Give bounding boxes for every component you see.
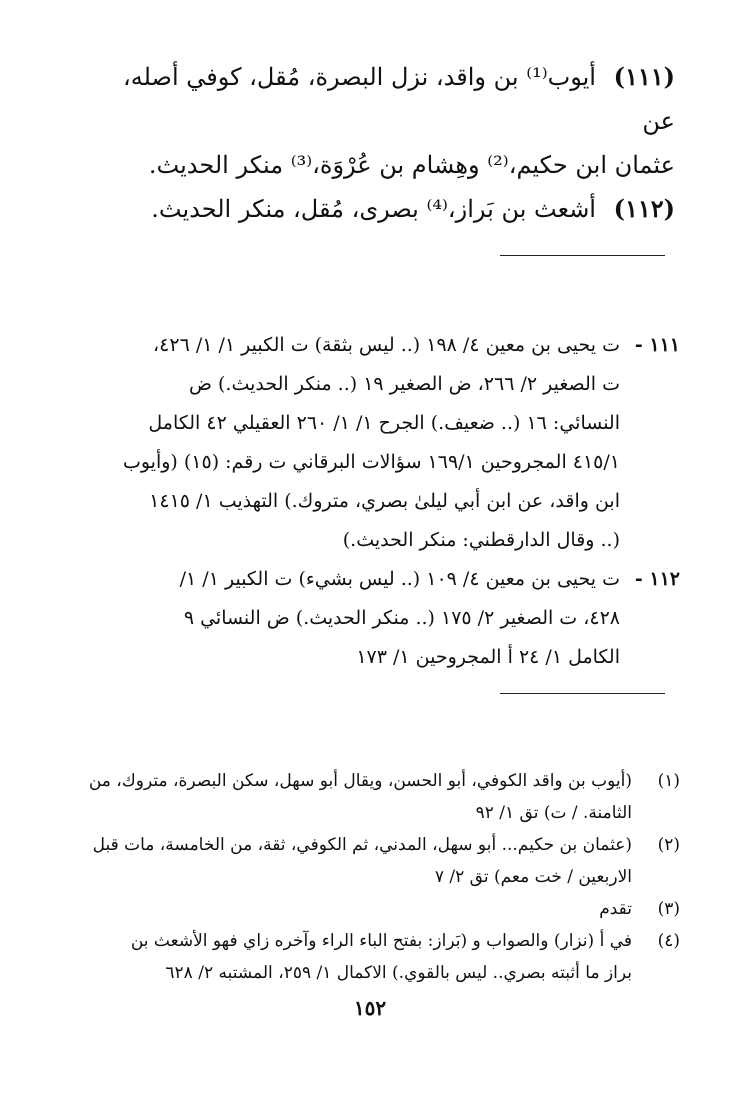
footnotes-section xyxy=(88,765,680,989)
footnote-divider xyxy=(500,693,665,694)
footnote-line: الثامنة. / ت) تق ١/ ٩٢ xyxy=(475,803,632,823)
entry-line: أيوب⁽¹⁾ بن واقد، نزل البصرة، مُقل، كوفي أصله، عن xyxy=(123,63,675,135)
reference-text xyxy=(100,560,620,677)
reference-line: ٤٢٨، ت الصغير ٢/ ١٧٥ (.. منكر الحديث.) ض النسائي ٩ xyxy=(183,607,620,629)
footnote-line: (عثمان بن حكيم... أبو سهل، المدني، ثم الكوفي، ثقة، من الخامسة، مات قبل xyxy=(92,835,632,855)
footnote-number: (٤) xyxy=(657,931,680,951)
footnote-2 xyxy=(92,829,680,893)
footnote-line: تقدم xyxy=(599,899,632,919)
reference-line: ابن واقد، عن ابن أبي ليلىٰ بصري، متروك.) التهذيب ١/ ١٤١٥ xyxy=(149,490,620,512)
section-divider xyxy=(500,255,665,256)
references-section xyxy=(100,326,680,677)
footnote-3 xyxy=(100,893,680,925)
entry-number: (١١٢) xyxy=(613,194,675,223)
reference-line: ٤١٥/١ المجروحين ١٦٩/١ سؤالات البرقاني ت رقم: (١٥) (وأيوب xyxy=(122,451,620,473)
reference-line: (.. وقال الدارقطني: منكر الحديث.) xyxy=(342,529,620,551)
reference-line: ت الصغير ٢/ ٢٦٦، ض الصغير ١٩ (.. منكر الحديث.) ض xyxy=(189,373,620,395)
reference-line: ت يحيى بن معين ٤/ ١٠٩ (.. ليس بشيء) ت الكبير ١/ ١/ xyxy=(179,568,620,590)
reference-line: الكامل ١/ ٢٤ أ المجروحين ١/ ١٧٣ xyxy=(356,646,620,668)
reference-111 xyxy=(100,326,680,560)
footnote-number: (١) xyxy=(657,771,680,791)
footnote-line: (أيوب بن واقد الكوفي، أبو الحسن، ويقال أبو سهل، سكن البصرة، متروك، من xyxy=(88,771,632,791)
entry-111-continuation xyxy=(100,143,675,187)
footnote-1 xyxy=(88,765,680,829)
entry-112 xyxy=(100,187,675,231)
footnote-text xyxy=(93,829,632,893)
reference-112 xyxy=(100,560,680,677)
entry-111 xyxy=(100,55,675,143)
reference-number: ١١١ - xyxy=(634,334,680,356)
entry-line: عثمان ابن حكيم،⁽²⁾ وهِشام بن عُرْوَة،⁽³⁾ منكر الحديث. xyxy=(148,151,675,179)
narrator-entries xyxy=(100,55,675,231)
reference-text xyxy=(100,326,620,560)
footnote-4 xyxy=(100,925,680,989)
reference-line: النسائي: ١٦ (.. ضعيف.) الجرح ١/ ١/ ٢٦٠ العقيلي ٤٢ الكامل xyxy=(148,412,620,434)
footnote-line: في أ (نزار) والصواب و (بَراز: بفتح الباء الراء وآخره زاي فهو الأشعث بن xyxy=(130,931,632,951)
entry-line: أشعث بن بَراز،⁽⁴⁾ بصرى، مُقل، منكر الحديث. xyxy=(151,195,596,223)
footnote-number: (٢) xyxy=(657,835,680,855)
footnote-line: براز ما أثبته بصري.. ليس بالقوي.) الاكمال ١/ ٢٥٩، المشتبه ٢/ ٦٢٨ xyxy=(165,963,632,983)
footnote-line: الاربعين / خت معم) تق ٢/ ٧ xyxy=(434,867,632,887)
footnote-text xyxy=(100,925,632,989)
page-number: ١٥٢ xyxy=(353,996,387,1020)
entry-number: (١١١) xyxy=(613,62,675,91)
footnote-text xyxy=(89,765,632,829)
reference-number: ١١٢ - xyxy=(634,568,680,590)
footnote-number: (٣) xyxy=(657,899,680,919)
footnote-text xyxy=(100,893,632,925)
reference-line: ت يحيى بن معين ٤/ ١٩٨ (.. ليس بثقة) ت الكبير ١/ ١/ ٤٢٦، xyxy=(153,334,620,356)
